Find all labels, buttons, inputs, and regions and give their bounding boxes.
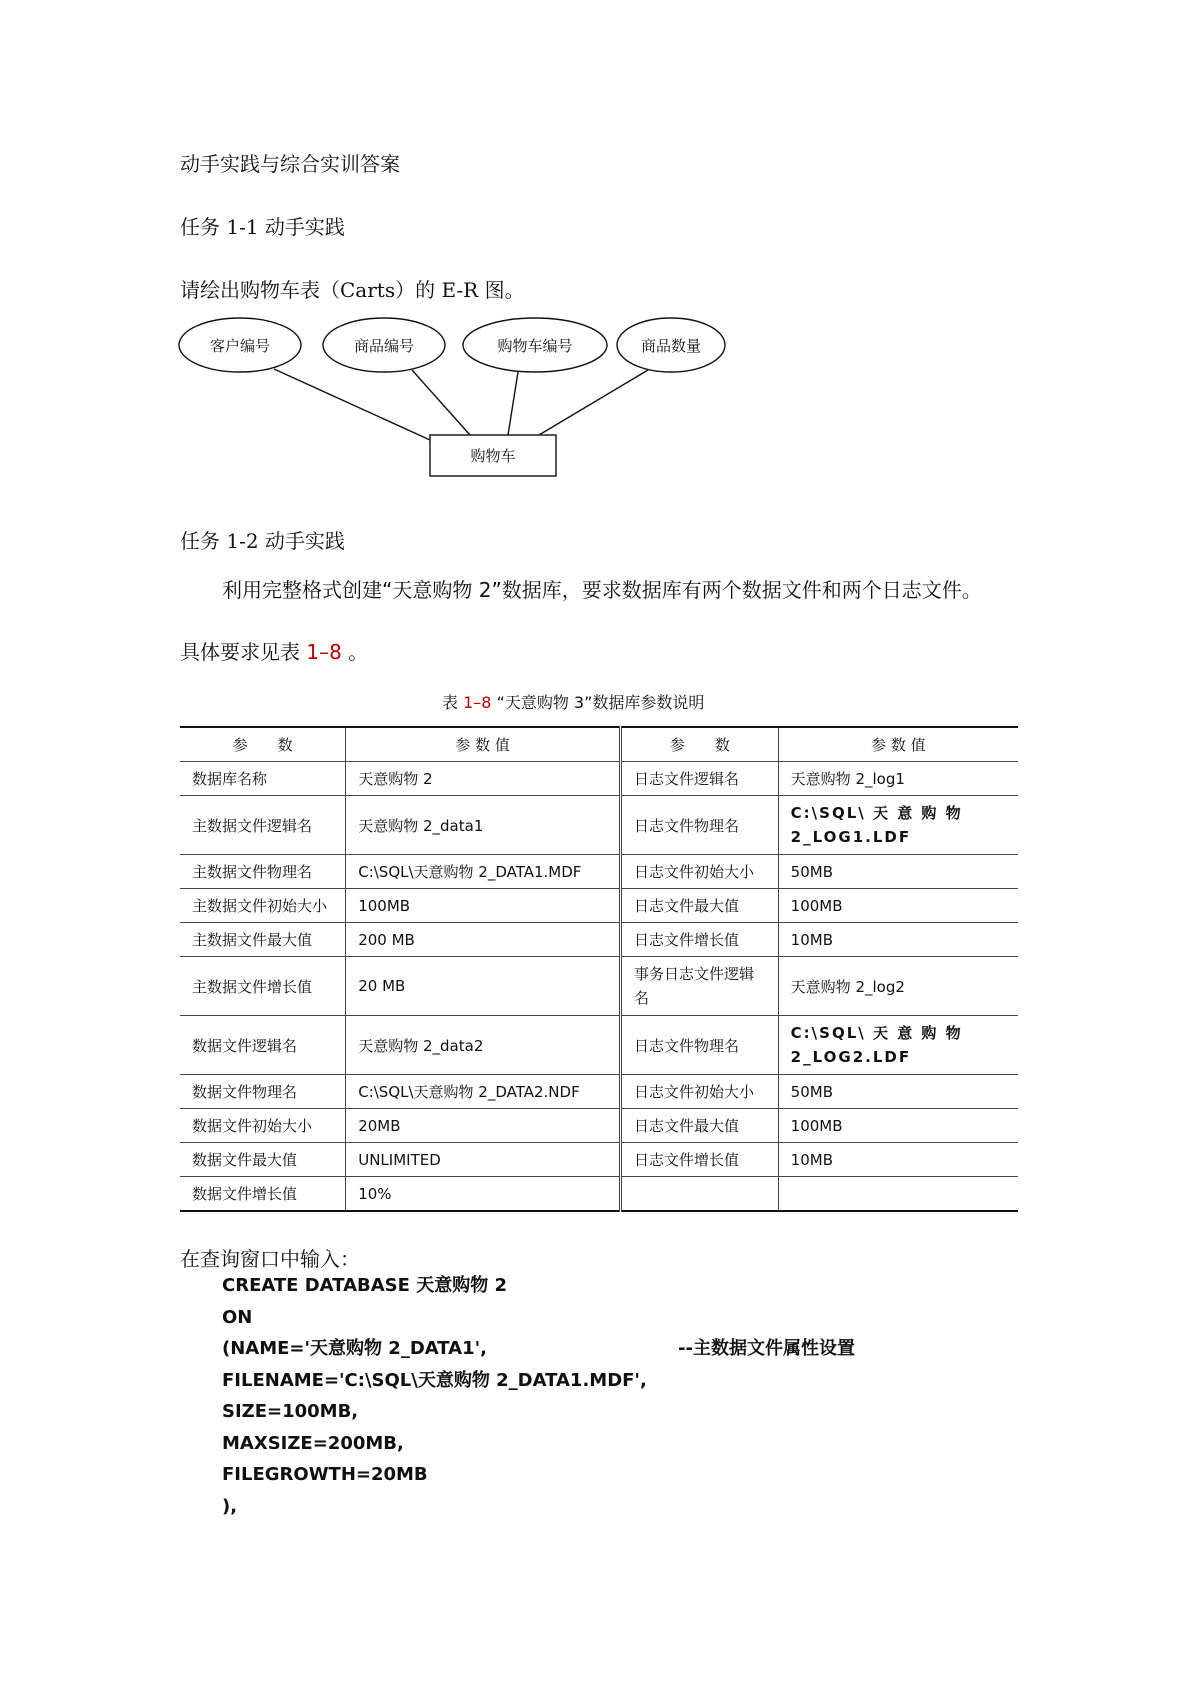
table-cell: 主数据文件物理名 (180, 855, 346, 889)
code-line: MAXSIZE=200MB, (222, 1432, 404, 1454)
task-1-1-heading: 任务 1-1 动手实践 (180, 215, 345, 239)
table-cell: 主数据文件逻辑名 (180, 796, 346, 855)
code-comment: --主数据文件属性设置 (678, 1338, 855, 1359)
query-intro: 在查询窗口中输入： (180, 1247, 360, 1271)
page-title: 动手实践与综合实训答案 (180, 152, 400, 176)
connector-line (539, 370, 648, 435)
connector-line (274, 369, 430, 440)
sql-code-block (222, 1270, 855, 1522)
table-cell (778, 1177, 1018, 1212)
table-cell: 10MB (778, 1143, 1018, 1177)
table-reference-prefix: 具体要求见表 (180, 640, 307, 664)
table-row (180, 889, 1018, 923)
table-cell: 天意购物 2 (346, 762, 621, 796)
table-cell: UNLIMITED (346, 1143, 621, 1177)
table-cell: 日志文件最大值 (620, 889, 778, 923)
table-cell: C:\SQL\天意购物 2_DATA2.NDF (346, 1075, 621, 1109)
code-line (222, 1333, 855, 1365)
table-caption-prefix: 表 (442, 693, 464, 712)
er-diagram (178, 315, 738, 480)
table-row (180, 1143, 1018, 1177)
table-cell: C:\SQL\ 天 意 购 物 2_LOG1.LDF (778, 796, 1018, 855)
table-cell: 天意购物 2_log1 (778, 762, 1018, 796)
table-cell (620, 1177, 778, 1212)
table-row (180, 1177, 1018, 1212)
code-line: CREATE DATABASE 天意购物 2 (222, 1275, 507, 1296)
task-1-1-prompt: 请绘出购物车表（Carts）的 E-R 图。 (180, 278, 525, 302)
code-line: ), (222, 1495, 238, 1517)
attr-label-customer-id: 客户编号 (209, 337, 271, 355)
task-1-2-paragraph: 利用完整格式创建“天意购物 2”数据库，要求数据库有两个数据文件和两个日志文件。 (222, 578, 982, 602)
code-line: FILENAME='C:\SQL\天意购物 2_DATA1.MDF', (222, 1369, 647, 1391)
table-cell: 日志文件逻辑名 (620, 762, 778, 796)
task-1-2-heading: 任务 1-2 动手实践 (180, 529, 345, 553)
table-reference-suffix: 。 (341, 640, 369, 664)
table-cell: 50MB (778, 855, 1018, 889)
connector-line (508, 372, 518, 435)
table-cell: 100MB (778, 1109, 1018, 1143)
table-cell: 10% (346, 1177, 621, 1212)
table-cell: 200 MB (346, 923, 621, 957)
table-row (180, 1075, 1018, 1109)
table-header-row (180, 727, 1018, 762)
table-cell: 100MB (778, 889, 1018, 923)
table-cell: 100MB (346, 889, 621, 923)
table-cell: 10MB (778, 923, 1018, 957)
table-reference (180, 636, 368, 665)
table-row (180, 855, 1018, 889)
table-cell: 50MB (778, 1075, 1018, 1109)
table-cell: 日志文件初始大小 (620, 1075, 778, 1109)
table-cell: 数据文件增长值 (180, 1177, 346, 1212)
code-line: SIZE=100MB, (222, 1401, 359, 1422)
table-row (180, 957, 1018, 1016)
attr-label-cart-id: 购物车编号 (497, 337, 573, 355)
code-line: ON (222, 1306, 253, 1328)
table-cell: 日志文件物理名 (620, 1016, 778, 1075)
table-cell: 天意购物 2_data1 (346, 796, 621, 855)
table-cell: 主数据文件增长值 (180, 957, 346, 1016)
attr-label-product-id: 商品编号 (353, 337, 415, 355)
table-row (180, 1016, 1018, 1075)
table-cell: 日志文件物理名 (620, 796, 778, 855)
header-param-2: 参 数 (620, 727, 778, 762)
attr-label-quantity: 商品数量 (640, 337, 702, 355)
table-caption-number: 1–8 (463, 693, 492, 712)
entity-label-cart: 购物车 (470, 447, 516, 465)
table-row (180, 762, 1018, 796)
table-cell: 天意购物 2_log2 (778, 957, 1018, 1016)
header-value-2: 参 数 值 (778, 727, 1018, 762)
parameter-table (180, 726, 1018, 1212)
table-cell: C:\SQL\ 天 意 购 物 2_LOG2.LDF (778, 1016, 1018, 1075)
table-cell: 数据库名称 (180, 762, 346, 796)
table-cell: 日志文件初始大小 (620, 855, 778, 889)
table-cell: 日志文件增长值 (620, 923, 778, 957)
table-cell: 事务日志文件逻辑名 (620, 957, 778, 1016)
table-cell: 数据文件物理名 (180, 1075, 346, 1109)
table-cell: 20MB (346, 1109, 621, 1143)
table-cell: 数据文件初始大小 (180, 1109, 346, 1143)
table-cell: 日志文件增长值 (620, 1143, 778, 1177)
table-cell: C:\SQL\天意购物 2_DATA1.MDF (346, 855, 621, 889)
table-reference-number: 1–8 (306, 640, 342, 664)
table-caption (442, 690, 704, 713)
table-cell: 20 MB (346, 957, 621, 1016)
header-param-1: 参 数 (180, 727, 346, 762)
table-cell: 主数据文件最大值 (180, 923, 346, 957)
header-value-1: 参 数 值 (346, 727, 621, 762)
table-cell: 数据文件逻辑名 (180, 1016, 346, 1075)
table-row (180, 1109, 1018, 1143)
code-line: FILEGROWTH=20MB (222, 1464, 428, 1485)
table-caption-title: “天意购物 3”数据库参数说明 (491, 693, 705, 712)
connector-line (412, 370, 470, 435)
table-cell: 数据文件最大值 (180, 1143, 346, 1177)
table-cell: 天意购物 2_data2 (346, 1016, 621, 1075)
table-row (180, 923, 1018, 957)
table-cell: 主数据文件初始大小 (180, 889, 346, 923)
code-line-text: (NAME='天意购物 2_DATA1', (222, 1338, 487, 1359)
table-row (180, 796, 1018, 855)
table-cell: 日志文件最大值 (620, 1109, 778, 1143)
